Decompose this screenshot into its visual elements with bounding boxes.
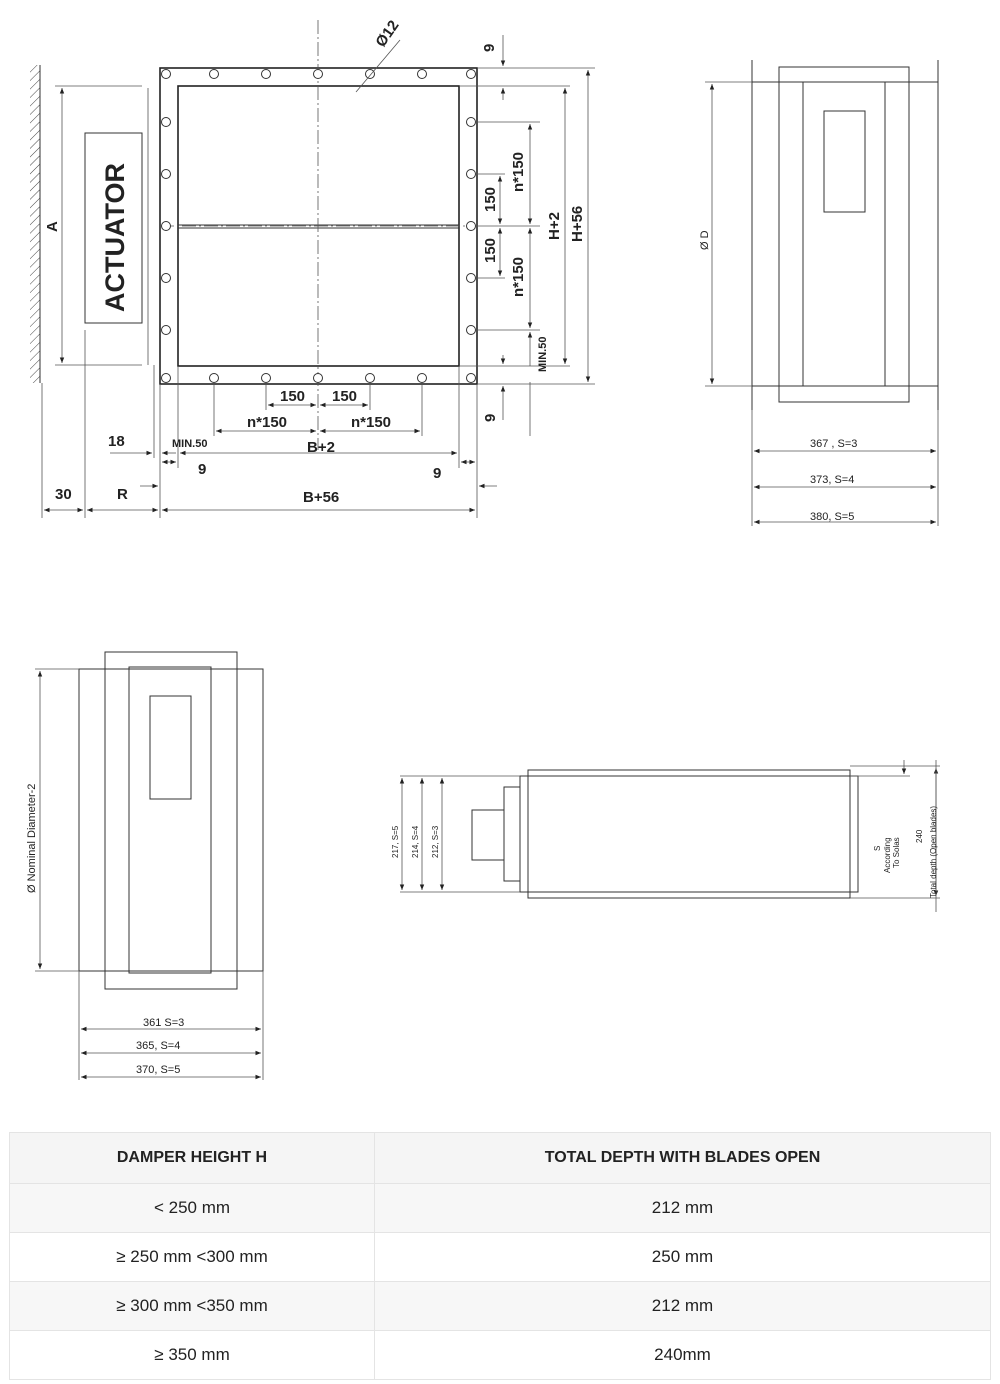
table-row bbox=[10, 1233, 991, 1282]
round-width-s4: 373, S=4 bbox=[810, 474, 855, 486]
depth-cell: 212 mm bbox=[375, 1184, 991, 1233]
depth-height-s3: 212, S=3 bbox=[431, 825, 440, 858]
depth-total-value: 240 bbox=[915, 829, 924, 843]
depth-view bbox=[391, 760, 940, 912]
dim-min50-bottom: MIN.50 bbox=[172, 438, 208, 450]
height-cell: ≥ 300 mm <350 mm bbox=[10, 1282, 375, 1331]
height-cell: ≥ 250 mm <300 mm bbox=[10, 1233, 375, 1282]
round-width-s3: 367 , S=3 bbox=[810, 438, 858, 450]
dim-n150-lower: n*150 bbox=[510, 256, 527, 297]
depth-according: According bbox=[883, 837, 892, 873]
table-row bbox=[10, 1282, 991, 1331]
dim-h-plus-2: H+2 bbox=[546, 212, 563, 240]
dim-150-left: 150 bbox=[280, 388, 306, 405]
nominal-width-s3: 361 S=3 bbox=[143, 1017, 185, 1029]
depth-cell: 250 mm bbox=[375, 1233, 991, 1282]
dim-9-right: 9 bbox=[433, 465, 442, 482]
dim-n150-bottom-left: n*150 bbox=[247, 414, 288, 431]
depth-cell: 212 mm bbox=[375, 1282, 991, 1331]
depth-spec-table bbox=[9, 1132, 991, 1380]
dim-9-left: 9 bbox=[198, 461, 207, 478]
dim-b-plus-56: B+56 bbox=[303, 489, 340, 506]
dim-min50-right: MIN.50 bbox=[537, 336, 549, 372]
dim-r: R bbox=[117, 486, 128, 503]
dim-9-bottom: 9 bbox=[482, 413, 499, 422]
dim-30: 30 bbox=[55, 486, 72, 503]
nominal-diameter-label: Ø Nominal Diameter-2 bbox=[26, 783, 38, 893]
depth-to-solas: To Solas bbox=[892, 837, 901, 868]
table-header-row bbox=[10, 1133, 991, 1184]
od-label: Ø D bbox=[699, 230, 711, 250]
depth-s-label: S bbox=[873, 845, 882, 851]
dim-n150-upper: n*150 bbox=[510, 151, 527, 192]
front-view bbox=[30, 17, 595, 518]
nominal-view bbox=[26, 652, 263, 1080]
dim-hole-diameter: Ø12 bbox=[372, 17, 403, 51]
nominal-width-s5: 370, S=5 bbox=[136, 1064, 181, 1076]
dim-150-lower: 150 bbox=[482, 237, 499, 263]
nominal-width-s4: 365, S=4 bbox=[136, 1040, 181, 1052]
wall-hatch bbox=[30, 65, 40, 383]
dim-b-plus-2: B+2 bbox=[307, 439, 335, 456]
height-cell: ≥ 350 mm bbox=[10, 1331, 375, 1380]
table-row bbox=[10, 1184, 991, 1233]
height-cell: < 250 mm bbox=[10, 1184, 375, 1233]
depth-height-s4: 214, S=4 bbox=[411, 825, 420, 858]
dim-h-plus-56: H+56 bbox=[569, 205, 586, 242]
round-width-s5: 380, S=5 bbox=[810, 511, 855, 523]
table-row bbox=[10, 1331, 991, 1380]
header-total-depth: TOTAL DEPTH WITH BLADES OPEN bbox=[375, 1133, 991, 1184]
dim-a: A bbox=[44, 221, 61, 232]
dim-18: 18 bbox=[108, 433, 125, 450]
dim-150-right: 150 bbox=[332, 388, 358, 405]
round-side-view bbox=[699, 60, 938, 526]
header-damper-height: DAMPER HEIGHT H bbox=[10, 1133, 375, 1184]
depth-total-caption: Total depth (Open blades) bbox=[929, 805, 938, 898]
actuator-label: ACTUATOR bbox=[100, 163, 130, 312]
depth-height-s5: 217, S=5 bbox=[391, 825, 400, 858]
dim-9-top: 9 bbox=[481, 43, 498, 52]
dim-150-upper: 150 bbox=[482, 186, 499, 212]
dim-n150-bottom-right: n*150 bbox=[351, 414, 392, 431]
depth-cell: 240mm bbox=[375, 1331, 991, 1380]
